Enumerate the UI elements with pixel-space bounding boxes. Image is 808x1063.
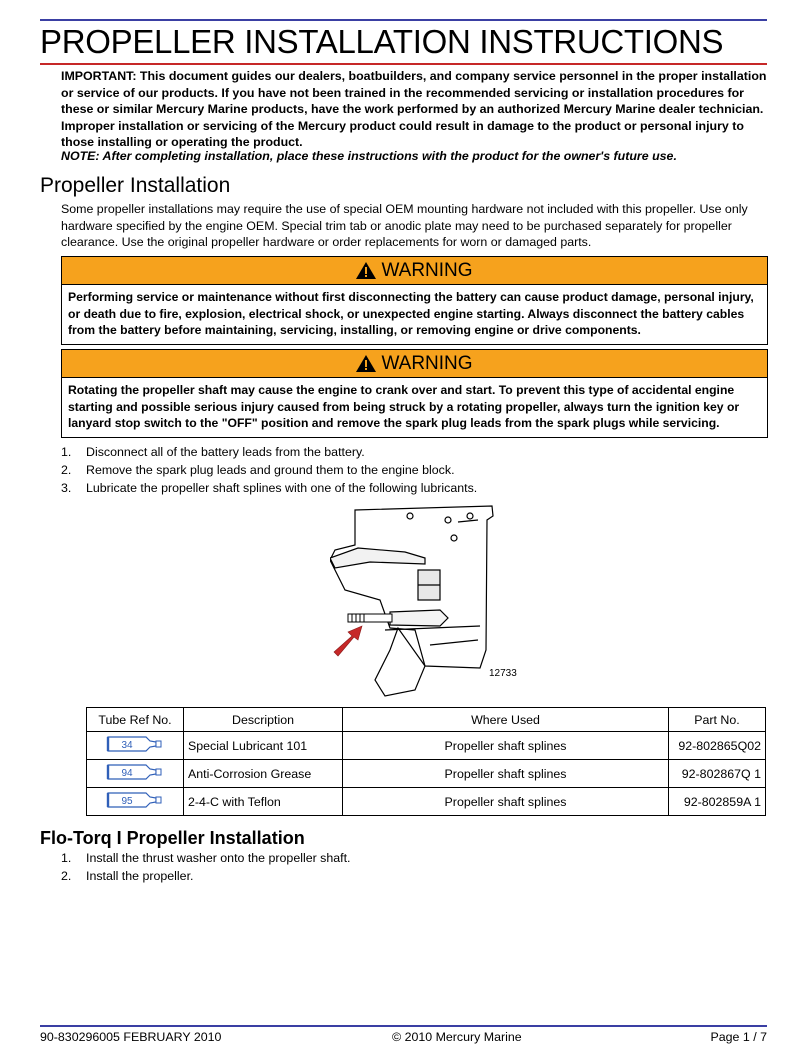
intro-paragraph: Some propeller installations may require the use of special OEM mounting hardware not included with this propeller. Use only hardware specified by the engine OEM. Special trim tab or anodic plate may need to be purchased separately for propeller clearance. Use the original propeller hardware or order replacements for worn or damaged parts. [61, 202, 748, 249]
table-row [87, 760, 766, 788]
warning-label: WARNING [381, 260, 473, 281]
tube-cell [87, 788, 184, 816]
figure-number: 12733 [489, 668, 517, 679]
warning-triangle-icon [356, 262, 376, 279]
warning-header [62, 350, 767, 378]
table-header-row [87, 708, 766, 732]
lubricant-tube-icon [106, 734, 164, 754]
lubricant-tube-icon [106, 762, 164, 782]
column-header: Description [184, 708, 343, 732]
where-used-cell: Propeller shaft splines [343, 760, 669, 788]
warning-label: WARNING [381, 353, 473, 374]
important-notice: IMPORTANT: This document guides our dealers, boatbuilders, and company service personnel in the proper installation or service of our products. If you have not been trained in the recommended servicing or installation procedures for these or similar Mercury Marine products, have the work performed by an authorized Mercury Marine dealer technician. Improper installation or servicing of the Mercury product could result in damage to the product or personal injury to those installing or operating the product. [61, 69, 767, 150]
list-item: 1. Install the thrust washer onto the propeller shaft. [61, 851, 351, 865]
table-row [87, 788, 766, 816]
tube-cell [87, 760, 184, 788]
part-number-cell: 92-802859A 1 [669, 788, 766, 816]
footer-doc-id: 90-830296005 FEBRUARY 2010 [40, 1030, 222, 1044]
footer-copyright: © 2010 Mercury Marine [392, 1030, 522, 1044]
column-header: Where Used [343, 708, 669, 732]
section-heading-propeller-installation: Propeller Installation [40, 174, 231, 197]
note-text: NOTE: After completing installation, place these instructions with the product for the owner's future use. [61, 149, 677, 163]
arrow-indicator-icon [334, 626, 362, 656]
svg-text:95: 95 [121, 796, 133, 807]
lubricant-tube-icon [106, 790, 164, 810]
svg-text:94: 94 [121, 768, 133, 779]
where-used-cell: Propeller shaft splines [343, 788, 669, 816]
header-rule-title [40, 63, 767, 65]
warning-box-battery [61, 256, 768, 345]
description-cell: Anti-Corrosion Grease [184, 760, 343, 788]
description-cell: Special Lubricant 101 [184, 732, 343, 760]
description-cell: 2-4-C with Teflon [184, 788, 343, 816]
list-item: 2. Remove the spark plug leads and ground them to the engine block. [61, 463, 455, 477]
steps-list-1 [61, 443, 771, 497]
warning-text: Performing service or maintenance without first disconnecting the battery can cause product damage, personal injury, or death due to fire, explosion, electrical shock, or unexpected engine starting. Always disconnect the battery cables from the battery before maintaining, servicing, installing, or removing engine or drive components. [68, 290, 754, 337]
steps-list-2 [61, 849, 771, 885]
table-row [87, 732, 766, 760]
svg-text:34: 34 [121, 740, 133, 751]
lubricant-table [86, 707, 766, 816]
column-header: Tube Ref No. [87, 708, 184, 732]
list-item: 1. Disconnect all of the battery leads from the battery. [61, 445, 365, 459]
warning-header [62, 257, 767, 285]
list-item: 3. Lubricate the propeller shaft splines with one of the following lubricants. [61, 481, 478, 495]
warning-text: Rotating the propeller shaft may cause the engine to crank over and start. To prevent this type of accidental engine starting and possible serious injury caused from being struck by a rotating propeller, always turn the ignition key or lanyard stop switch to the "OFF" position and remove the spark plug leads from the spark plugs while servicing. [68, 383, 740, 430]
list-item: 2. Install the propeller. [61, 869, 194, 883]
footer-page-number: Page 1 / 7 [710, 1030, 767, 1044]
footer-rule [40, 1025, 767, 1027]
where-used-cell: Propeller shaft splines [343, 732, 669, 760]
warning-box-propeller-shaft [61, 349, 768, 438]
warning-triangle-icon [356, 355, 376, 372]
tube-cell [87, 732, 184, 760]
part-number-cell: 92-802865Q02 [669, 732, 766, 760]
header-rule-top [40, 19, 767, 21]
column-header: Part No. [669, 708, 766, 732]
part-number-cell: 92-802867Q 1 [669, 760, 766, 788]
document-title: PROPELLER INSTALLATION INSTRUCTIONS [40, 23, 724, 60]
section-heading-flo-torq: Flo-Torq I Propeller Installation [40, 828, 305, 848]
